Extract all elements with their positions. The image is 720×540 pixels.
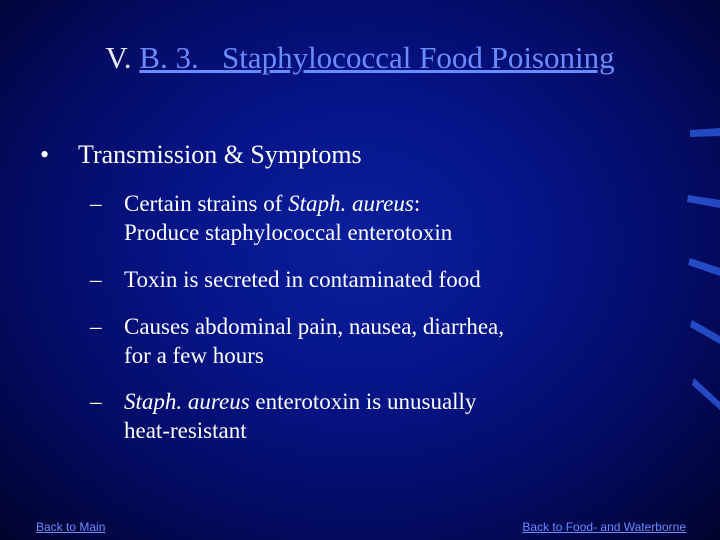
decor-stroke-3 <box>688 258 720 276</box>
subpoint-1-text-a: Certain strains of <box>124 191 289 216</box>
subpoint-1-text-c: : <box>413 191 421 216</box>
decor-stroke-2 <box>687 195 720 208</box>
back-to-food-waterborne-link[interactable]: Back to Food- and Waterborne <box>522 520 686 534</box>
subpoint-4-line-2: heat-resistant <box>124 418 247 443</box>
decor-stroke-1 <box>690 128 720 137</box>
subpoint-3 <box>90 312 504 370</box>
subpoint-1-italic: Staph. aureus <box>288 191 414 216</box>
subpoint-4-line-1 <box>124 387 476 416</box>
subpoint-4 <box>90 387 476 445</box>
main-bullet <box>40 140 362 170</box>
subpoint-1 <box>90 189 452 247</box>
decor-stroke-5 <box>692 378 720 410</box>
decor-stroke-4 <box>690 320 720 344</box>
dash-icon: – <box>90 314 102 339</box>
slide-title <box>0 40 720 76</box>
subpoint-2 <box>90 265 481 294</box>
subpoint-1-line-2: Produce staphylococcal enterotoxin <box>124 220 453 245</box>
subpoint-4-italic: Staph. aureus <box>124 389 250 414</box>
title-link[interactable]: B. 3. Staphylococcal Food Poisoning <box>139 40 615 75</box>
subpoint-3-line-1: Causes abdominal pain, nausea, diarrhea, <box>124 314 505 339</box>
subpoint-4-text-b: enterotoxin is unusually <box>249 389 477 414</box>
dash-icon: – <box>90 389 102 414</box>
bullet-icon: • <box>40 140 50 169</box>
dash-icon: – <box>90 191 102 216</box>
subpoint-2-line-1: Toxin is secreted in contaminated food <box>124 267 481 292</box>
title-prefix: V. <box>105 40 140 75</box>
bullet-heading: Transmission & Symptoms <box>78 140 362 169</box>
subpoint-1-line-1 <box>124 189 452 218</box>
dash-icon: – <box>90 267 102 292</box>
subpoint-3-line-2: for a few hours <box>124 343 264 368</box>
back-to-main-link[interactable]: Back to Main <box>36 520 106 534</box>
